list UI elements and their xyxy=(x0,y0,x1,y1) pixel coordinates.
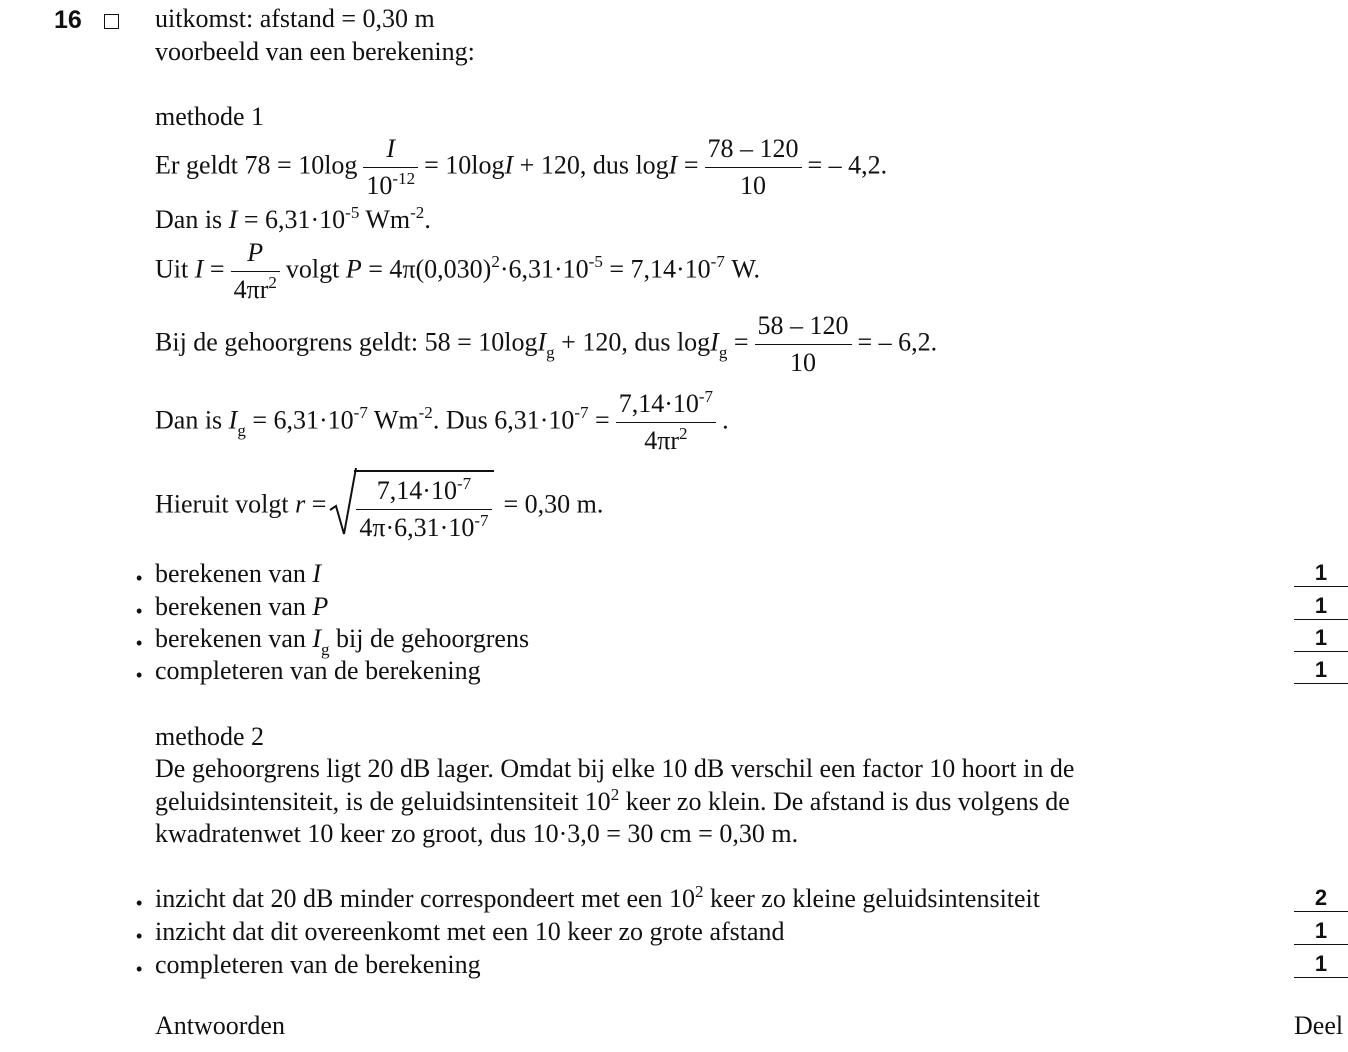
method2-paragraph-line-2: geluidsintensiteit, is de geluidsintensiteit $10^2$ keer zo klein. De afstand is dus volgens de xyxy=(155,785,1070,816)
criterion-bullet: • xyxy=(136,959,143,979)
criterion-5-score: 2 xyxy=(1294,887,1348,912)
criterion-bullet: • xyxy=(136,601,143,621)
method1-line-4: Bij de gehoorgrens geldt: 58 = 10logI$_g$ + 120, dus logI$_g$ = $\frac{58 - 120}{10}$ = – 6,2. xyxy=(155,311,938,377)
fraction-I-over-10e-12: $\frac{I}{10^{-12}}$ xyxy=(363,134,418,201)
method1-line-3: Uit I = $\frac{P}{4\pi r^2}$ volgt $P = 4\pi(0,030)^2\cdot 6,31\cdot 10^{-5} = 7,14\cdot 10^{-7}$ W. xyxy=(155,238,760,304)
criterion-bullet: • xyxy=(136,926,143,946)
criterion-4-text: completeren van de berekening xyxy=(155,656,481,685)
criterion-1-score: 1 xyxy=(1294,562,1348,587)
method2-paragraph-line-1: De gehoorgrens ligt 20 dB lager. Omdat bij elke 10 dB verschil een factor 10 hoort in de xyxy=(155,754,1075,783)
criterion-3-score: 1 xyxy=(1294,627,1348,652)
criterion-5-text: inzicht dat 20 dB minder correspondeert met een $10^2$ keer zo kleine geluidsintensiteit xyxy=(155,882,1040,913)
criterion-7-score: 1 xyxy=(1294,953,1348,978)
answer-checkbox[interactable] xyxy=(104,14,119,29)
method2-title: methode 2 xyxy=(155,722,265,751)
criterion-7-text: completeren van de berekening xyxy=(155,950,481,979)
fraction-P-over-4pir2: $\frac{P}{4\pi r^2}$ xyxy=(231,238,280,305)
fraction-714e-7-over-4pir2: $\frac{7,14\cdot 10^{-7}}{4\pi r^2}$ xyxy=(616,389,716,456)
method1-line-2: Dan is $I = 6,31\cdot 10^{-5}$ $Wm^{-2}$. xyxy=(155,203,431,234)
criterion-bullet: • xyxy=(136,893,143,913)
criterion-1-text: berekenen van I xyxy=(155,559,322,588)
method2-paragraph-line-3: kwadratenwet 10 keer zo groot, dus 10·3,0 = 30 cm = 0,30 m. xyxy=(155,819,799,848)
sqrt-symbol-icon xyxy=(328,466,358,538)
footer-right-label: Deel xyxy=(1294,1011,1344,1040)
criterion-bullet: • xyxy=(136,633,143,653)
square-root xyxy=(328,470,493,543)
criterion-bullet: • xyxy=(136,568,143,588)
method1-line-5: Dan is $I_g = 6,31\cdot 10^{-7}$ $Wm^{-2}$. Dus $6,31\cdot 10^{-7}$ = $\frac{7,14\cdot 10^{-7}}{4\pi r^2}$ . xyxy=(155,387,729,455)
criterion-4-score: 1 xyxy=(1294,659,1348,684)
fraction-root-argument: $\frac{7,14\cdot 10^{-7}}{4\pi\cdot 6,31\cdot 10^{-7}}$ xyxy=(356,476,491,543)
method1-title: methode 1 xyxy=(155,102,265,131)
result-line: uitkomst: afstand = 0,30 m xyxy=(155,4,435,33)
method1-line-1: Er geldt 78 = 10log $\frac{I}{10^{-12}}$ = 10logI + 120, dus logI = $\frac{78 - 120}{10}$ = – 4,2. xyxy=(155,134,888,200)
criterion-bullet: • xyxy=(136,665,143,685)
criterion-2-score: 1 xyxy=(1294,595,1348,620)
fraction-78-minus-120-over-10: $\frac{78 - 120}{10}$ xyxy=(705,134,802,201)
footer-left-label: Antwoorden xyxy=(155,1011,285,1040)
criterion-2-text: berekenen van P xyxy=(155,592,329,621)
question-number: 16 xyxy=(54,6,82,34)
fraction-58-minus-120-over-10: $\frac{58 - 120}{10}$ xyxy=(755,311,852,378)
criterion-6-score: 1 xyxy=(1294,920,1348,945)
method1-line-6: Hieruit volgt r = $\frac{7,14\cdot 10^{-7}}{4\pi\cdot 6,31\cdot 10^{-7}}$ = 0,30 m. xyxy=(155,470,603,543)
criterion-3-text: berekenen van $I_g$ bij de gehoorgrens xyxy=(155,624,530,659)
criterion-6-text: inzicht dat dit overeenkomt met een 10 keer zo grote afstand xyxy=(155,917,785,946)
example-intro: voorbeeld van een berekening: xyxy=(155,37,475,66)
